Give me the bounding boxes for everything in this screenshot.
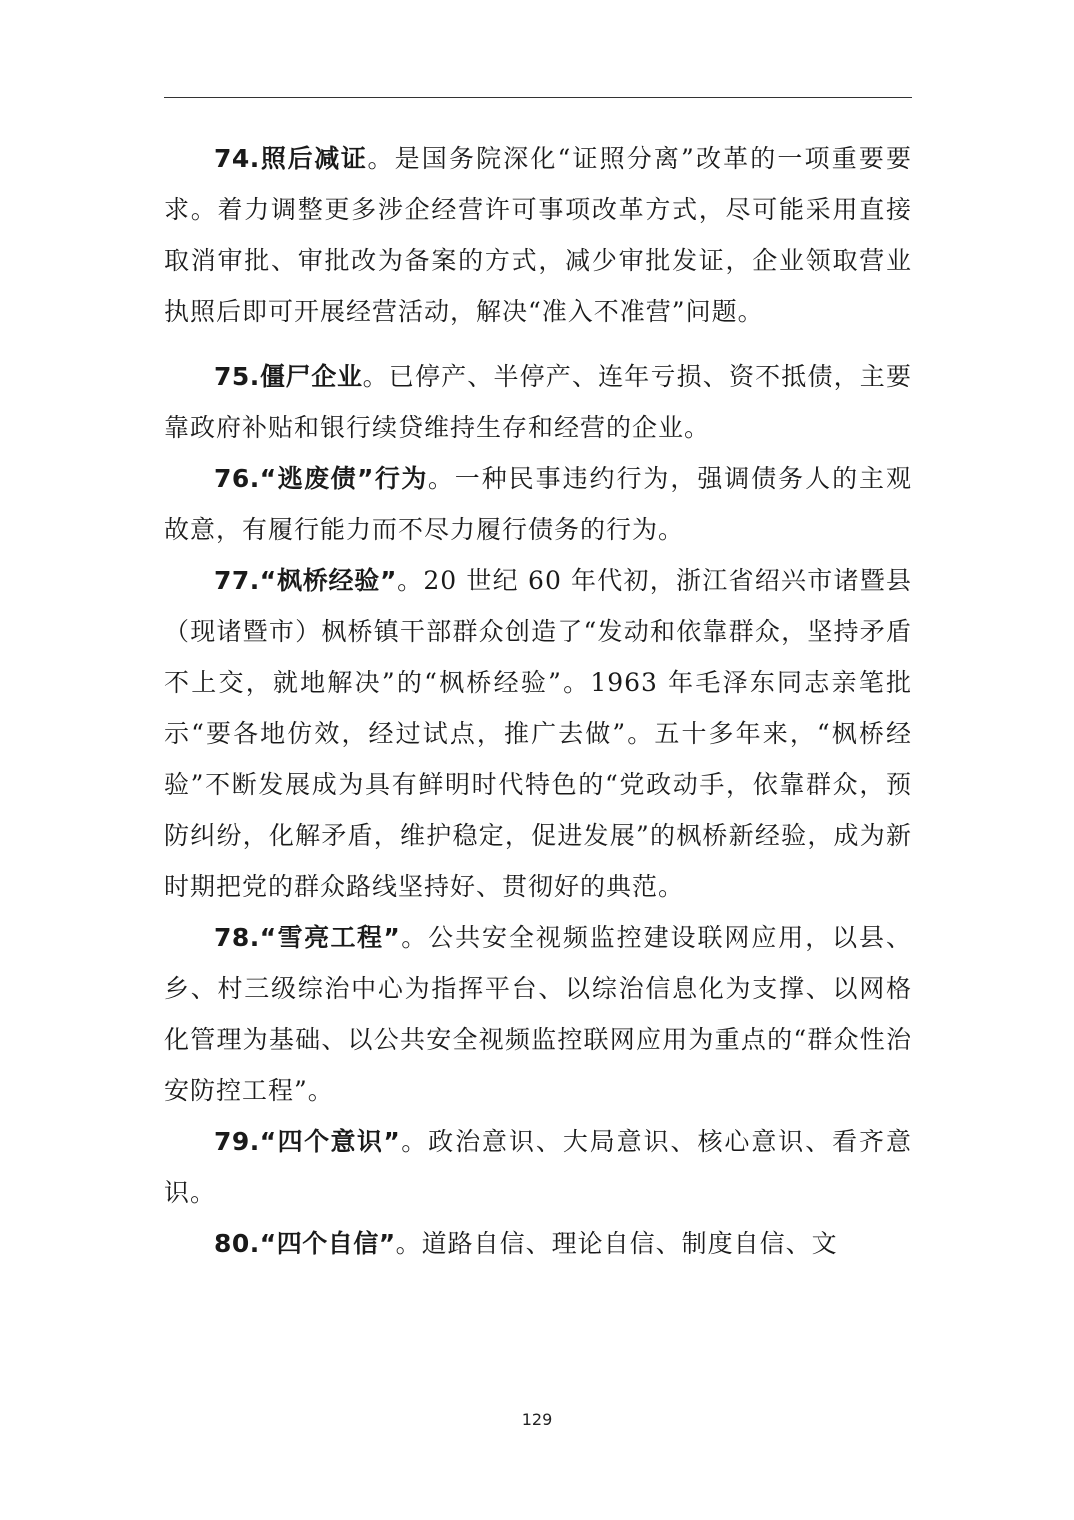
entry-term: 74.照后减证 [214,144,368,173]
header-rule [164,97,912,98]
entry-text: 。政治意识、大局意识、核心意识、看齐意识。 [164,1127,912,1207]
entry-78 [164,912,912,1116]
entry-term: 75.僵尸企业 [214,362,363,391]
entry-79 [164,1116,912,1218]
entry-text: 。一种民事违约行为，强调债务人的主观故意，有履行能力而不尽力履行债务的行为。 [164,464,912,544]
entry-text: 。道路自信、理论自信、制度自信、文 [395,1229,838,1258]
entry-80 [164,1218,912,1269]
entry-text: 。20 世纪 60 年代初，浙江省绍兴市诸暨县（现诸暨市）枫桥镇干部群众创造了“发动和依靠群众，坚持矛盾不上交，就地解决”的“枫桥经验”。1963 年毛泽东同志亲笔批示“要各地仿效，经过试点，推广去做”。五十多年来，“枫桥经验”不断发展成为具有鲜明时代特色的“党政动手，依靠群众，预防纠纷，化解矛盾，维护稳定，促进发展”的枫桥新经验，成为新时期把党的群众路线坚持好、贯彻好的典范。 [164,566,912,901]
entry-term: 79.“四个意识” [214,1127,401,1156]
entry-term: 77.“枫桥经验” [214,566,397,595]
entry-74 [164,133,912,337]
entry-text: 。公共安全视频监控建设联网应用，以县、乡、村三级综治中心为指挥平台、以综治信息化为支撑、以网格化管理为基础、以公共安全视频监控联网应用为重点的“群众性治安防控工程”。 [164,923,912,1105]
entry-75 [164,351,912,453]
entry-text: 。已停产、半停产、连年亏损、资不抵债，主要靠政府补贴和银行续贷维持生存和经营的企业。 [164,362,912,442]
page-number: 129 [521,1410,553,1429]
entry-term: 80.“四个自信” [214,1229,396,1258]
entry-term: 76.“逃废债”行为 [214,464,428,493]
document-body [164,133,912,1269]
entry-text: 。是国务院深化“证照分离”改革的一项重要要求。着力调整更多涉企经营许可事项改革方式，尽可能采用直接取消审批、审批改为备案的方式，减少审批发证，企业领取营业执照后即可开展经营活动，解决“准入不准营”问题。 [164,144,912,326]
entry-77 [164,555,912,912]
entry-76 [164,453,912,555]
entry-term: 78.“雪亮工程” [214,923,401,952]
